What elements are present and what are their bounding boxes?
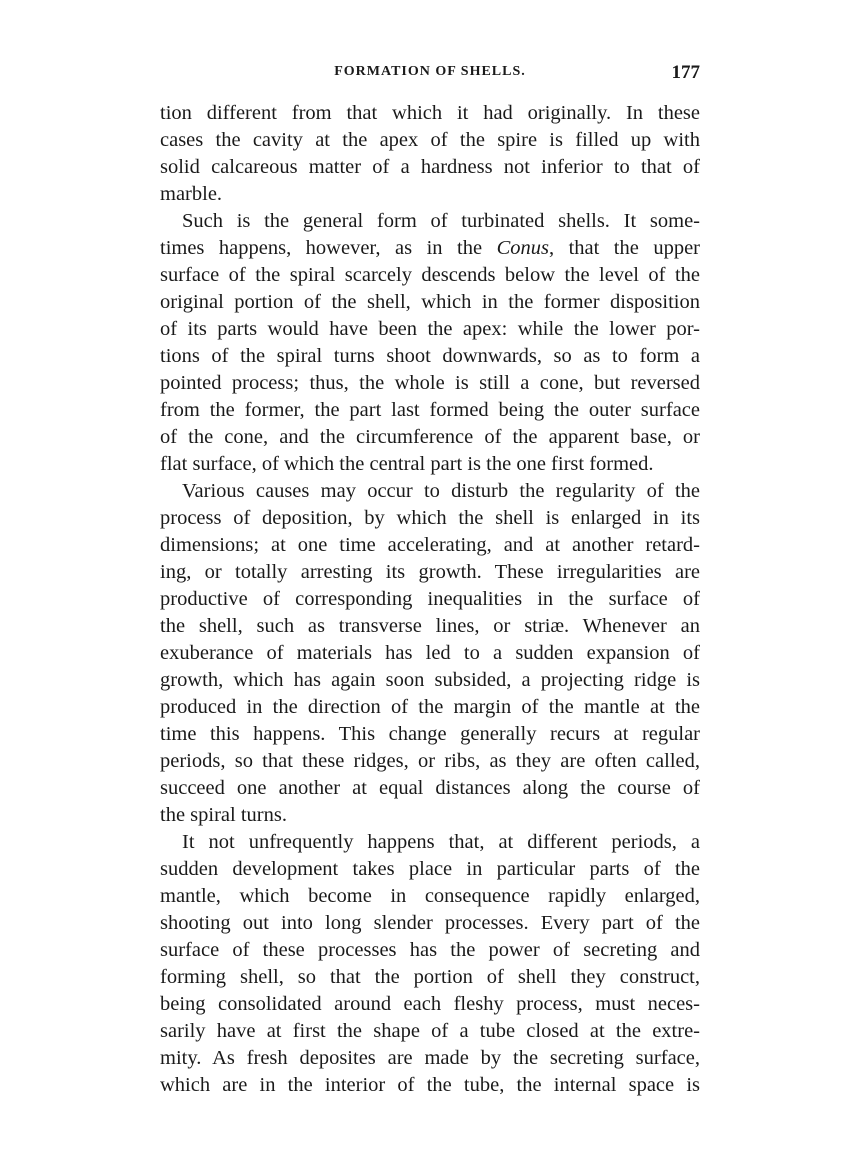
- text-line: original portion of the shell, which in the former disposition: [160, 291, 700, 313]
- text-line: time this happens. This change generally recurs at regular: [160, 723, 700, 745]
- text-line: produced in the direction of the margin of the mantle at the: [160, 696, 700, 718]
- text-line: cases the cavity at the apex of the spire is filled up with: [160, 129, 700, 151]
- text-line: being consolidated around each fleshy process, must neces-: [160, 993, 700, 1015]
- text-line: succeed one another at equal distances along the course of: [160, 777, 700, 799]
- text-line: tions of the spiral turns shoot downwards, so as to form a: [160, 345, 700, 367]
- text-line: surface of these processes has the power of secreting and: [160, 939, 700, 961]
- text-line: the shell, such as transverse lines, or striæ. Whenever an: [160, 615, 700, 637]
- text-line: mity. As fresh deposites are made by the secreting surface,: [160, 1047, 700, 1069]
- text-line: periods, so that these ridges, or ribs, as they are often called,: [160, 750, 700, 772]
- text-line: ing, or totally arresting its growth. These irregularities are: [160, 561, 700, 583]
- text-line: of the cone, and the circumference of the apparent base, or: [160, 426, 700, 448]
- running-head: [160, 62, 700, 86]
- text-line: which are in the interior of the tube, the internal space is: [160, 1074, 700, 1096]
- text-line: process of deposition, by which the shell is enlarged in its: [160, 507, 700, 529]
- text-line: exuberance of materials has led to a sudden expansion of: [160, 642, 700, 664]
- text-line: sarily have at first the shape of a tube closed at the extre-: [160, 1020, 700, 1042]
- body-text: [160, 100, 700, 1099]
- text-line: flat surface, of which the central part is the one first formed.: [160, 453, 654, 475]
- text-line: forming shell, so that the portion of shell they construct,: [160, 966, 700, 988]
- text-line: marble.: [160, 183, 223, 205]
- text-line: sudden development takes place in particular parts of the: [160, 858, 700, 880]
- text-line: It not unfrequently happens that, at different periods, a: [182, 831, 700, 853]
- text-line: surface of the spiral scarcely descends below the level of the: [160, 264, 700, 286]
- text-line: productive of corresponding inequalities in the surface of: [160, 588, 700, 610]
- page-number: 177: [671, 62, 700, 83]
- text-line: Various causes may occur to disturb the regularity of the: [182, 480, 700, 502]
- text-line: mantle, which become in consequence rapidly enlarged,: [160, 885, 700, 907]
- text-line: tion different from that which it had originally. In these: [160, 102, 700, 124]
- running-title: FORMATION OF SHELLS.: [334, 64, 526, 79]
- text-line: dimensions; at one time accelerating, and at another retard-: [160, 534, 700, 556]
- text-line: times happens, however, as in the Conus, that the upper: [160, 237, 700, 259]
- text-line: the spiral turns.: [160, 804, 287, 826]
- text-line: Such is the general form of turbinated shells. It some-: [182, 210, 700, 232]
- text-line: growth, which has again soon subsided, a projecting ridge is: [160, 669, 700, 691]
- text-line: from the former, the part last formed being the outer surface: [160, 399, 700, 421]
- text-line: of its parts would have been the apex: while the lower por-: [160, 318, 700, 340]
- text-line: solid calcareous matter of a hardness not inferior to that of: [160, 156, 700, 178]
- text-line: pointed process; thus, the whole is still a cone, but reversed: [160, 372, 700, 394]
- text-line: shooting out into long slender processes. Every part of the: [160, 912, 700, 934]
